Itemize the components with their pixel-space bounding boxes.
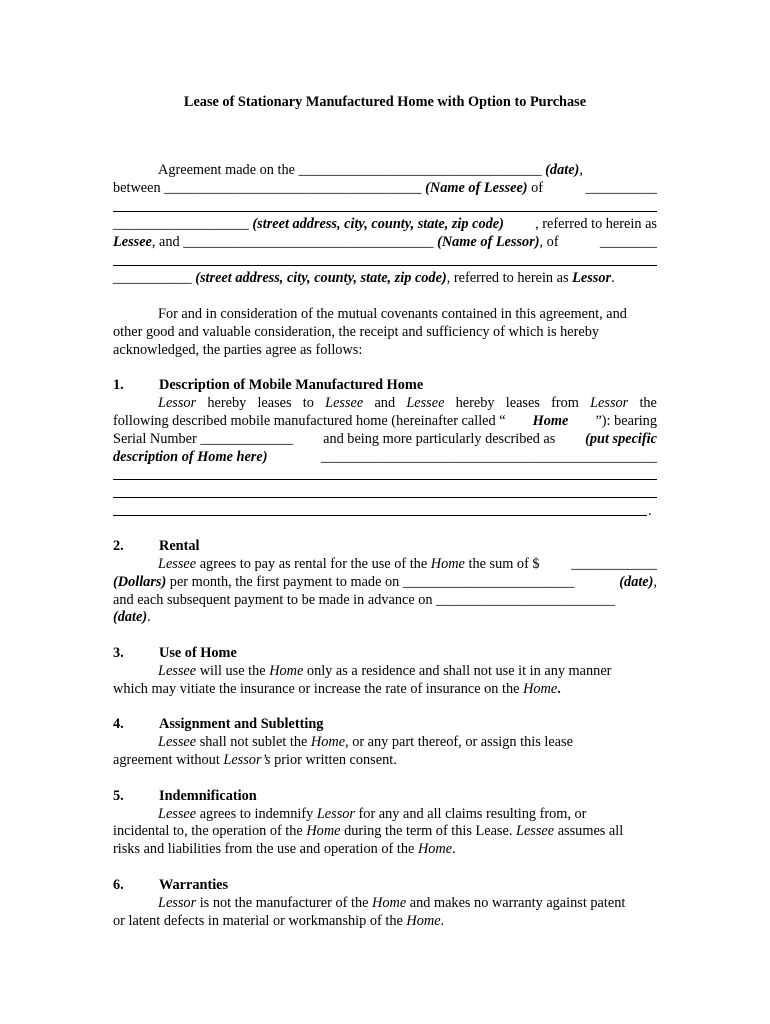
agreement-line-4: ___________________ (street address, city, county, state, zip code) , referred to herein as: [113, 216, 657, 232]
agreement-blank-line[interactable]: [113, 265, 657, 266]
section-1-line-1: Lessor hereby leases to Lessee and Lessee hereby leases from Lessor the: [158, 395, 657, 411]
section-4-line-1: Lessee shall not sublet the Home, or any part thereof, or assign this lease: [158, 734, 573, 750]
agreement-line-1: Agreement made on the __________________________________ (date),: [158, 162, 583, 178]
agreement-blank-line[interactable]: [113, 211, 657, 212]
consideration-paragraph: For and in consideration of the mutual covenants contained in this agreement, and other good and valuable consideration, the receipt and sufficiency of which is hereby acknowledged, the parties agree as follows:: [113, 306, 627, 358]
section-2-line-3: and each subsequent payment to be made in advance on _________________________: [113, 592, 615, 608]
first-payment-date-blank[interactable]: ________________________: [402, 574, 575, 590]
agreement-line-7: ___________ (street address, city, county, state, zip code), referred to herein as Lessor.: [113, 270, 615, 286]
section-6-line-2: or latent defects in material or workmanship of the Home.: [113, 913, 445, 929]
description-blank-line[interactable]: [113, 515, 647, 516]
serial-number-blank[interactable]: _____________: [200, 431, 294, 447]
section-5-line-3: risks and liabilities from the use and operation of the Home.: [113, 841, 456, 857]
description-blank-line[interactable]: [113, 497, 657, 498]
section-2-line-2: (Dollars) per month, the first payment to made on ________________________ (date),: [113, 574, 657, 590]
description-blank-line[interactable]: [113, 479, 657, 480]
section-2-line-1: Lessee agrees to pay as rental for the use of the Home the sum of $ ____________: [158, 556, 657, 572]
lessee-address-blank[interactable]: __________: [585, 180, 657, 196]
section-4-heading: 4. Assignment and Subletting: [113, 716, 324, 732]
section-2-line-4: (date).: [113, 609, 151, 625]
rental-amount-blank[interactable]: ____________: [571, 556, 657, 572]
section-5-heading: 5. Indemnification: [113, 788, 257, 804]
section-1-line-2: following described mobile manufactured home (hereinafter called “ Home ”): bearing: [113, 413, 657, 429]
section-3-line-1: Lessee will use the Home only as a residence and shall not use it in any manner: [158, 663, 612, 679]
subsequent-payment-date-blank[interactable]: _________________________: [436, 592, 615, 608]
section-5-line-1: Lessee agrees to indemnify Lessor for any and all claims resulting from, or: [158, 806, 587, 822]
section-2-heading: 2. Rental: [113, 538, 200, 554]
lessee-name-blank[interactable]: ____________________________________: [164, 180, 422, 196]
agreement-line-5: Lessee, and ___________________________________ (Name of Lessor), of ________: [113, 234, 657, 250]
agreement-line-2: between ____________________________________ (Name of Lessee) of __________: [113, 180, 657, 196]
section-1-line-3: Serial Number _____________ and being more particularly described as (put specific: [113, 431, 657, 447]
section-5-line-2: incidental to, the operation of the Home during the term of this Lease. Lessee assumes all: [113, 823, 624, 839]
section-3-line-2: which may vitiate the insurance or increase the rate of insurance on the Home.: [113, 681, 561, 697]
document-title: Lease of Stationary Manufactured Home with Option to Purchase: [183, 94, 587, 110]
section-3-heading: 3. Use of Home: [113, 645, 237, 661]
section-6-line-1: Lessor is not the manufacturer of the Home and makes no warranty against patent: [158, 895, 626, 911]
section-6-heading: 6. Warranties: [113, 877, 229, 893]
agreement-date-blank[interactable]: __________________________________: [298, 162, 542, 178]
home-description-blank[interactable]: _______________________________________________: [321, 449, 657, 465]
section-1-heading: 1. Description of Mobile Manufactured Home: [113, 377, 424, 393]
lessor-address-blank[interactable]: ________: [599, 234, 657, 250]
description-end-dot: .: [648, 503, 652, 519]
section-1-line-4: description of Home here) _______________________________________________: [113, 449, 657, 465]
lessor-name-blank[interactable]: ___________________________________: [183, 234, 434, 250]
section-4-line-2: agreement without Lessor’s prior written consent.: [113, 752, 397, 768]
